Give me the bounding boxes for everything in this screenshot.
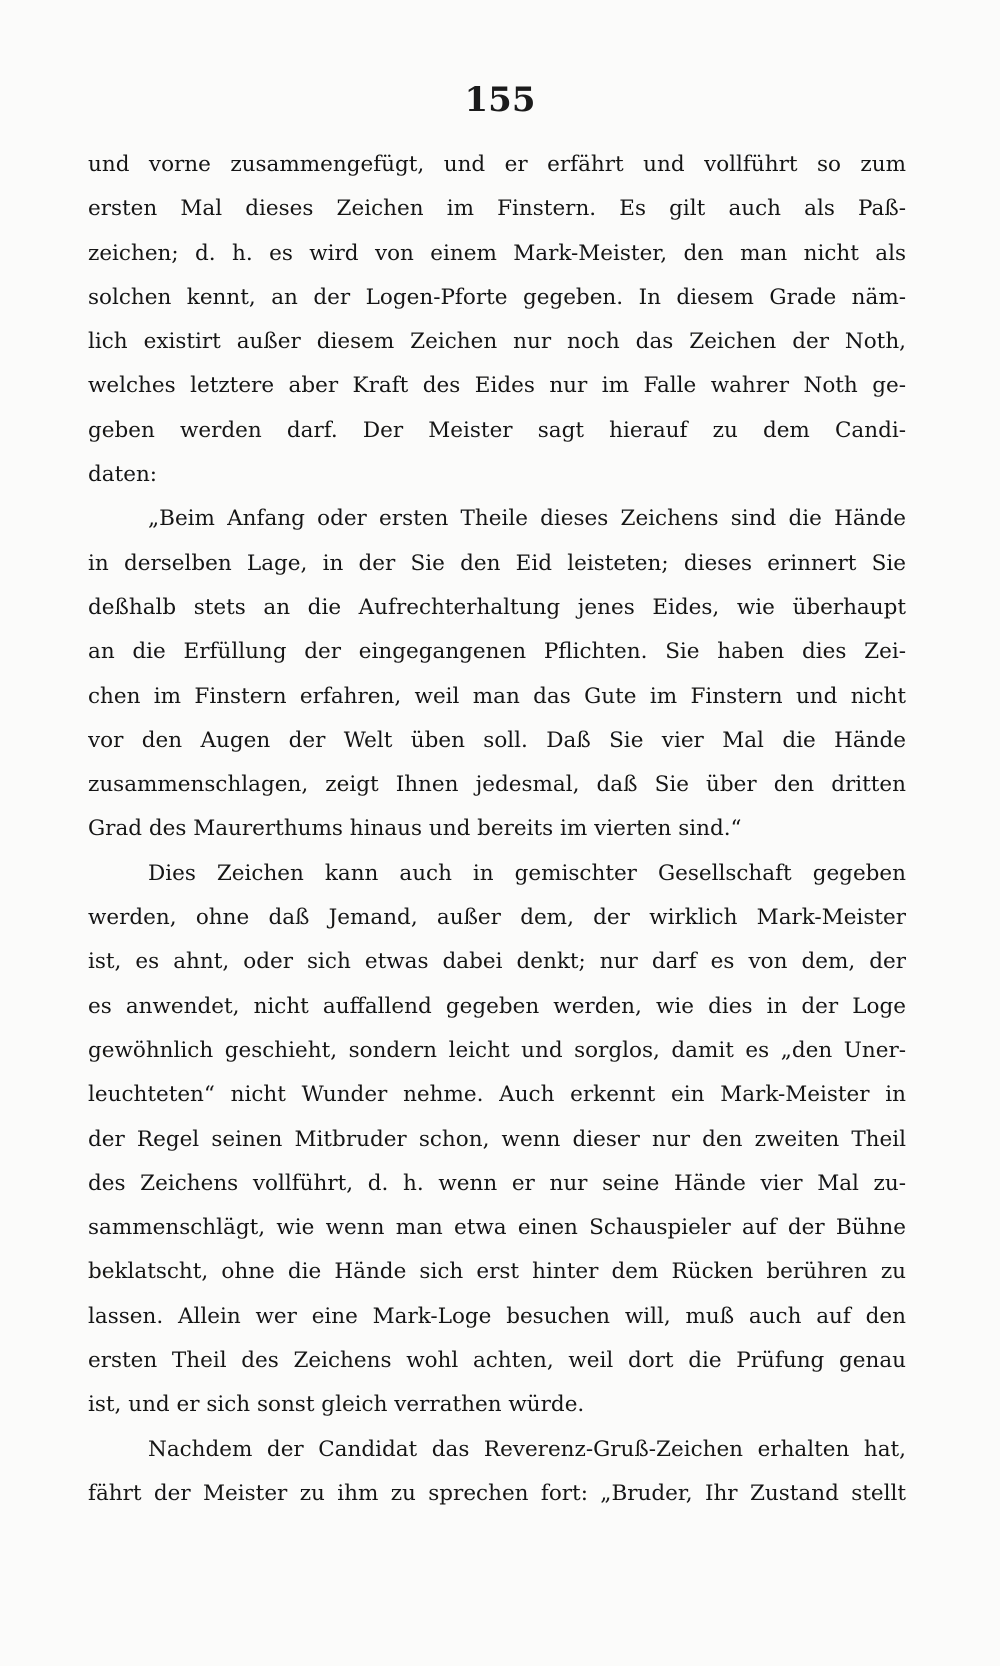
text-line: lich existirt außer diesem Zeichen nur noch das Zeichen der Noth,: [88, 329, 906, 355]
text-line: Dies Zeichen kann auch in gemischter Gesellschaft gegeben: [148, 860, 906, 886]
text-line: chen im Finstern erfahren, weil man das Gute im Finstern und nicht: [88, 683, 906, 709]
body-text: [88, 143, 906, 1516]
text-line: Grad des Maurerthums hinaus und bereits im vierten sind.“: [88, 816, 742, 842]
text-line: und vorne zusammengefügt, und er erfährt und vollführt so zum: [88, 152, 906, 177]
text-line: sammenschlägt, wie wenn man etwa einen Schauspieler auf der Bühne: [88, 1215, 906, 1241]
text-line: deßhalb stets an die Aufrechterhaltung jenes Eides, wie überhaupt: [88, 594, 906, 620]
text-line: ersten Mal dieses Zeichen im Finstern. Es gilt auch als Paß-: [88, 196, 906, 222]
text-line: beklatscht, ohne die Hände sich erst hinter dem Rücken berühren zu: [88, 1259, 906, 1285]
text-line: an die Erfüllung der eingegangenen Pflichten. Sie haben dies Zei-: [88, 639, 906, 665]
text-line: ersten Theil des Zeichens wohl achten, weil dort die Prüfung genau: [88, 1348, 906, 1374]
text-line: „Beim Anfang oder ersten Theile dieses Zeichens sind die Hände: [148, 506, 906, 532]
text-line: solchen kennt, an der Logen-Pforte gegeben. In diesem Grade näm-: [88, 284, 906, 310]
text-line: es anwendet, nicht auffallend gegeben werden, wie dies in der Loge: [88, 993, 906, 1019]
text-line: geben werden darf. Der Meister sagt hierauf zu dem Candi-: [88, 417, 906, 443]
text-line: zusammenschlagen, zeigt Ihnen jedesmal, daß Sie über den dritten: [88, 772, 906, 798]
text-line: ist, es ahnt, oder sich etwas dabei denkt; nur darf es von dem, der: [88, 949, 906, 975]
page-number: 155: [464, 80, 536, 120]
text-line: in derselben Lage, in der Sie den Eid leisteten; dieses erinnert Sie: [88, 550, 906, 576]
text-line: gewöhnlich geschieht, sondern leicht und sorglos, damit es „den Uner-: [88, 1037, 906, 1063]
text-line: daten:: [88, 462, 158, 488]
text-line: ist, und er sich sonst gleich verrathen würde.: [88, 1392, 585, 1418]
text-line: fährt der Meister zu ihm zu sprechen fort: „Bruder, Ihr Zustand stellt: [88, 1480, 906, 1506]
text-line: werden, ohne daß Jemand, außer dem, der wirklich Mark-Meister: [88, 905, 906, 931]
text-line: leuchteten“ nicht Wunder nehme. Auch erkennt ein Mark-Meister in: [88, 1082, 906, 1108]
text-line: vor den Augen der Welt üben soll. Daß Sie vier Mal die Hände: [88, 727, 906, 753]
text-line: welches letztere aber Kraft des Eides nur im Falle wahrer Noth ge-: [88, 373, 906, 399]
text-line: der Regel seinen Mitbruder schon, wenn dieser nur den zweiten Theil: [88, 1126, 906, 1152]
text-line: lassen. Allein wer eine Mark-Loge besuchen will, muß auch auf den: [88, 1303, 906, 1329]
text-line: des Zeichens vollführt, d. h. wenn er nur seine Hände vier Mal zu-: [88, 1170, 906, 1196]
text-line: Nachdem der Candidat das Reverenz-Gruß-Zeichen erhalten hat,: [148, 1436, 906, 1462]
text-line: zeichen; d. h. es wird von einem Mark-Meister, den man nicht als: [88, 240, 906, 266]
